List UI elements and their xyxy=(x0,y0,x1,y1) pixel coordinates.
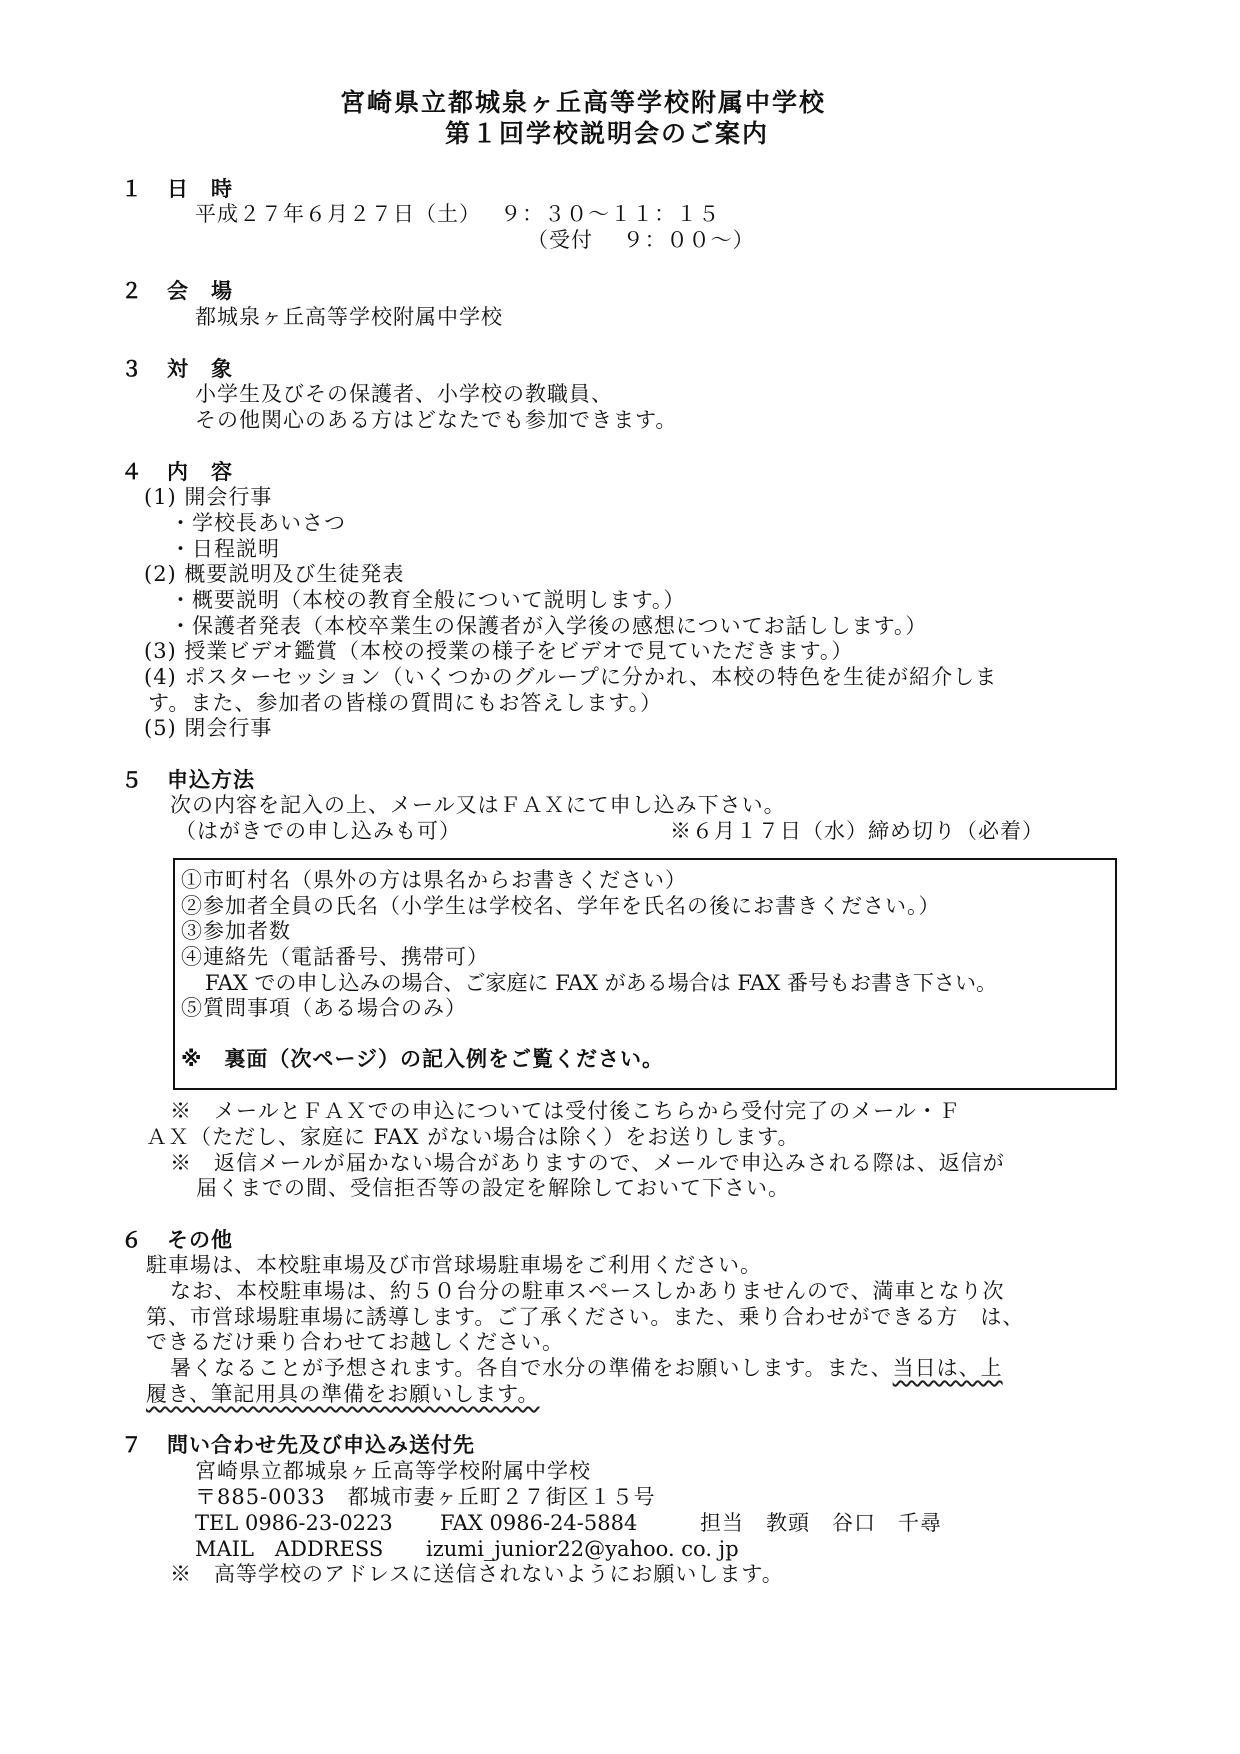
section-1-number: １ xyxy=(121,177,143,201)
other-line-last xyxy=(170,1355,1003,1381)
section-1-title: 日 時 xyxy=(167,177,233,201)
contact-tel: TEL 0986-23-0223 xyxy=(195,1511,393,1535)
section-2-number: ２ xyxy=(121,279,143,303)
other-line-last-part-b: 当日は、上 xyxy=(892,1356,1003,1380)
box-item: ④連絡先（電話番号、携帯可） xyxy=(181,945,489,969)
section-6-title: その他 xyxy=(167,1228,233,1252)
section-7-heading xyxy=(121,1432,475,1458)
section-3-heading xyxy=(121,356,233,382)
content-item: ・学校長あいさつ xyxy=(170,511,346,535)
content-item: (1) 開会行事 xyxy=(144,485,273,509)
section-2-heading xyxy=(121,278,233,304)
section-7-title: 問い合わせ先及び申込み送付先 xyxy=(167,1433,475,1457)
application-note: ※ 返信メールが届かない場合がありますので、メールで申込みされる際は、返信が xyxy=(170,1151,1005,1175)
content-item: (5) 閉会行事 xyxy=(144,716,273,740)
box-note: ※ 裏面（次ページ）の記入例をご覧ください。 xyxy=(181,1047,664,1071)
contact-school: 宮崎県立都城泉ヶ丘高等学校附属中学校 xyxy=(195,1459,591,1483)
mail-address: izumi_junior22@yahoo. co. jp xyxy=(426,1537,739,1561)
section-6-heading xyxy=(121,1227,233,1253)
other-line-last-continued xyxy=(146,1381,539,1407)
content-item: ・概要説明（本校の教育全般について説明します。） xyxy=(170,588,686,612)
content-item: ・保護者発表（本校卒業生の保護者が入学後の感想についてお話しします。） xyxy=(170,614,928,638)
audience-line-2: その他関心のある方はどなたでも参加できます。 xyxy=(195,408,678,432)
section-6-number: ６ xyxy=(121,1228,143,1252)
section-7-number: ７ xyxy=(121,1433,143,1457)
other-line-last-part-c: 履き、筆記用具の準備をお願いします。 xyxy=(146,1382,540,1406)
section-5-heading xyxy=(121,767,255,793)
section-5-title: 申込方法 xyxy=(167,768,255,792)
title-line-2: 第１回学校説明会のご案内 xyxy=(445,119,770,148)
reception-time: （受付 ９：００～） xyxy=(527,228,755,252)
other-line: できるだけ乗り合わせてお越しください。 xyxy=(146,1330,564,1354)
contact-person: 担当 教頭 谷口 千尋 xyxy=(700,1511,942,1535)
mail-label: MAIL ADDRESS xyxy=(195,1537,384,1561)
content-item: (2) 概要説明及び生徒発表 xyxy=(144,562,405,586)
box-item: FAX での申し込みの場合、ご家庭に FAX がある場合は FAX 番号もお書き下さい。 xyxy=(205,971,997,995)
section-3-number: ３ xyxy=(121,357,143,381)
content-item: す。また、参加者の皆様の質問にもお答えします。） xyxy=(148,691,663,715)
title-line-1: 宮崎県立都城泉ヶ丘高等学校附属中学校 xyxy=(340,88,827,117)
section-1-heading xyxy=(121,176,233,202)
application-note: 届くまでの間、受信拒否等の設定を解除しておいて下さい。 xyxy=(196,1176,790,1200)
other-line-last-part-a: 暑くなることが予想されます。各自で水分の準備をお願いします。また、 xyxy=(170,1356,893,1380)
event-date: 平成２７年６月２７日（土） ９：３０～１１：１５ xyxy=(195,202,721,226)
other-line: なお、本校駐車場は、約５０台分の駐車スペースしかありませんので、満車となり次 xyxy=(170,1279,1005,1303)
box-item: ①市町村名（県外の方は県名からお書きください） xyxy=(181,868,687,892)
postcard-note: （はがきでの申し込みも可） xyxy=(175,819,461,843)
contact-fax: FAX 0986-24-5884 xyxy=(440,1511,638,1535)
box-item: ③参加者数 xyxy=(181,919,291,943)
section-4-number: ４ xyxy=(121,460,143,484)
application-note: ＡＸ（ただし、家庭に FAX がない場合は除く）をお送りします。 xyxy=(146,1125,800,1149)
section-5-number: ５ xyxy=(121,768,143,792)
venue-name: 都城泉ヶ丘高等学校附属中学校 xyxy=(195,305,503,329)
other-line: 第、市営球場駐車場に誘導します。ご了承ください。また、乗り合わせができる方 は、 xyxy=(146,1305,1025,1329)
application-intro: 次の内容を記入の上、メール又はＦＡＸにて申し込み下さい。 xyxy=(170,793,786,817)
content-item: (4) ポスターセッション（いくつかのグループに分かれ、本校の特色を生徒が紹介しま xyxy=(144,665,998,689)
contact-note: ※ 高等学校のアドレスに送信されないようにお願いします。 xyxy=(170,1562,784,1586)
section-4-title: 内 容 xyxy=(167,460,233,484)
audience-line-1: 小学生及びその保護者、小学校の教職員、 xyxy=(195,382,613,406)
content-item: (3) 授業ビデオ鑑賞（本校の授業の様子をビデオで見ていただきます。） xyxy=(144,639,854,663)
contact-address: 〒885-0033 都城市妻ヶ丘町２７街区１５号 xyxy=(195,1485,656,1509)
other-line: 駐車場は、本校駐車場及び市営球場駐車場をご利用ください。 xyxy=(146,1253,762,1277)
application-note: ※ メールとＦＡＸでの申込については受付後こちらから受付完了のメール・Ｆ xyxy=(170,1099,961,1123)
content-item: ・日程説明 xyxy=(170,537,280,561)
section-4-heading xyxy=(121,459,233,485)
section-2-title: 会 場 xyxy=(167,279,233,303)
section-3-title: 対 象 xyxy=(167,357,233,381)
box-item: ②参加者全員の氏名（小学生は学校名、学年を氏名の後にお書きください。） xyxy=(181,894,941,918)
box-item: ⑤質問事項（ある場合のみ） xyxy=(181,996,467,1020)
deadline-note: ※６月１７日（水）締め切り（必着） xyxy=(670,819,1044,843)
